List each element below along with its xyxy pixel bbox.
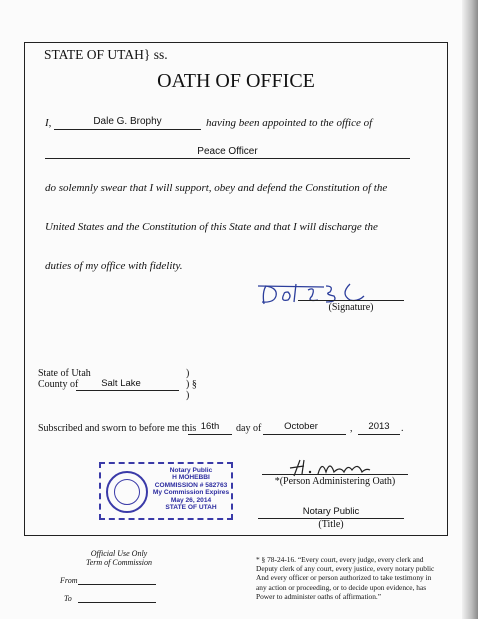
stamp-line-6: STATE OF UTAH: [165, 504, 217, 512]
venue-paren-2: ) §: [186, 379, 197, 390]
oath-line-2: United States and the Constitution of this State and that I will discharge the: [45, 221, 378, 233]
subscribed-day: 16th: [200, 421, 220, 432]
notary-stamp: [99, 462, 233, 520]
office-title: Peace Officer: [197, 146, 258, 157]
footnote-line-4: any action or proceeding, or to decide upon evidence, has: [256, 582, 427, 592]
oath-line-1: do solemnly swear that I will support, obey and defend the Constitution of the: [45, 182, 388, 194]
county-underline: [76, 390, 179, 391]
venue-paren-1: ): [186, 368, 190, 379]
to-underline: [78, 602, 156, 603]
footnote-line-3: And every officer or person authorized to take testimony in: [256, 573, 432, 583]
stamp-line-5: May 26, 2014: [170, 496, 212, 504]
administering-label: *(Person Administering Oath): [274, 476, 396, 487]
to-label: To: [64, 594, 72, 603]
from-label: From: [60, 576, 78, 585]
appointee-name: Dale G. Brophy: [93, 116, 162, 127]
signature-underline: [298, 300, 404, 301]
day-underline: [188, 434, 232, 435]
subscribed-end: .: [401, 423, 404, 434]
footnote-text: [256, 555, 434, 601]
stamp-line-4: My Commission Expires: [152, 489, 230, 497]
subscribed-year: 2013: [368, 421, 390, 432]
oath-pronoun: I,: [45, 117, 52, 129]
subscribed-comma: ,: [350, 423, 353, 434]
subscribed-day-of: day of: [236, 423, 262, 434]
document-title: OATH OF OFFICE: [157, 70, 315, 92]
footnote-line-2: Deputy clerk of any court, every justice, every notary public: [256, 564, 435, 574]
title-label: (Title): [318, 519, 344, 530]
notary-signature-mark: [286, 458, 376, 478]
month-underline: [263, 434, 346, 435]
venue-county-label: County of: [38, 379, 79, 390]
official-use-line-2: Term of Commission: [86, 558, 152, 567]
venue-state: State of Utah: [38, 368, 91, 379]
stamp-line-3: COMMISSION # 582763: [154, 481, 228, 489]
notary-seal-icon: [106, 471, 148, 513]
subscribed-prefix: Subscribed and sworn to before me this: [38, 423, 197, 434]
stamp-line-1: Notary Public: [169, 467, 213, 474]
name-underline: [54, 129, 201, 130]
footnote-line-5: Power to administer oaths of affirmation.”: [256, 591, 382, 601]
signature-label: (Signature): [328, 302, 374, 313]
office-underline: [45, 158, 410, 159]
footnote-line-1: * § 78-24-16. “Every court, every judge, every clerk and: [256, 555, 424, 564]
from-underline: [78, 584, 156, 585]
page-edge-shadow: [462, 0, 478, 619]
state-ss-line: STATE OF UTAH} ss.: [44, 47, 168, 62]
oath-line-3: duties of my office with fidelity.: [45, 260, 183, 272]
administering-underline: [262, 474, 408, 475]
stamp-line-2: H MOHEBBI: [172, 474, 210, 482]
venue-county: Salt Lake: [101, 378, 141, 389]
official-use-line-1: Official Use Only: [90, 549, 148, 558]
subscribed-month: October: [284, 421, 318, 432]
venue-paren-3: ): [186, 390, 190, 401]
administering-title: Notary Public: [302, 506, 360, 517]
year-underline: [358, 434, 400, 435]
appointed-text: having been appointed to the office of: [206, 117, 373, 129]
